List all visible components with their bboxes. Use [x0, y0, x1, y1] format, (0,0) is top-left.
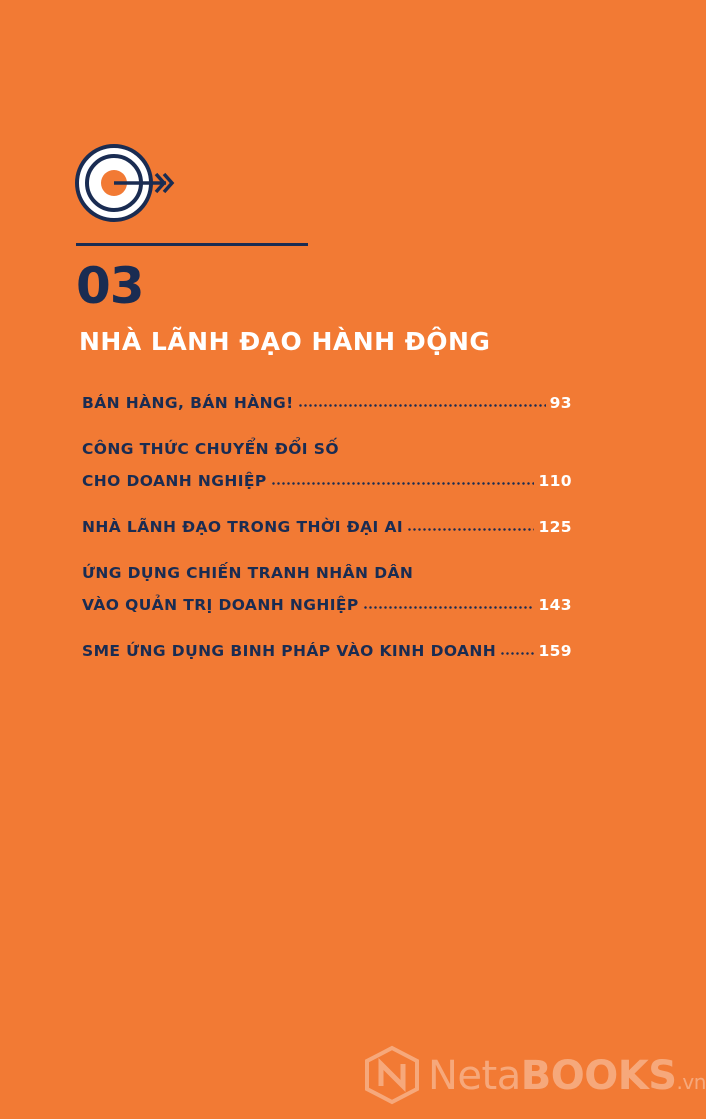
chapter-number: 03	[76, 257, 144, 315]
toc-entry-title: ỨNG DỤNG CHIẾN TRANH NHÂN DÂN	[82, 564, 414, 582]
watermark-text	[428, 1048, 706, 1110]
watermark	[364, 1044, 706, 1108]
toc-entry-title: BÁN HÀNG, BÁN HÀNG!	[82, 394, 294, 412]
toc-entry[interactable]	[82, 511, 572, 543]
toc-entry[interactable]	[82, 557, 572, 621]
table-of-contents	[82, 387, 572, 681]
dot-leader	[271, 482, 535, 486]
dot-leader	[298, 404, 546, 408]
toc-entry[interactable]	[82, 387, 572, 419]
toc-page-number: 125	[538, 518, 572, 536]
watermark-suffix: .vn	[676, 1070, 706, 1094]
toc-entry-title: CÔNG THỨC CHUYỂN ĐỔI SỐ	[82, 440, 339, 458]
toc-page-number: 93	[549, 394, 572, 412]
netabooks-logo-icon	[364, 1046, 420, 1104]
dot-leader	[407, 528, 534, 532]
chapter-title: NHÀ LÃNH ĐẠO HÀNH ĐỘNG	[79, 327, 491, 356]
toc-entry[interactable]	[82, 433, 572, 497]
dot-leader	[500, 652, 534, 656]
target-arrow-icon	[74, 143, 178, 223]
toc-entry-title: SME ỨNG DỤNG BINH PHÁP VÀO KINH DOANH	[82, 642, 497, 660]
toc-page-number: 110	[538, 472, 572, 490]
section-divider	[76, 243, 308, 246]
toc-entry-title-continued: VÀO QUẢN TRỊ DOANH NGHIỆP	[82, 596, 359, 614]
toc-page-number: 143	[538, 596, 572, 614]
watermark-text-light: Neta	[428, 1053, 521, 1099]
dot-leader	[363, 606, 535, 610]
toc-entry-title-continued: CHO DOANH NGHIỆP	[82, 472, 267, 490]
watermark-text-bold: BOOKS	[520, 1053, 677, 1099]
toc-entry-title: NHÀ LÃNH ĐẠO TRONG THỜI ĐẠI AI	[82, 518, 404, 536]
toc-entry[interactable]	[82, 635, 572, 667]
toc-page-number: 159	[538, 642, 572, 660]
